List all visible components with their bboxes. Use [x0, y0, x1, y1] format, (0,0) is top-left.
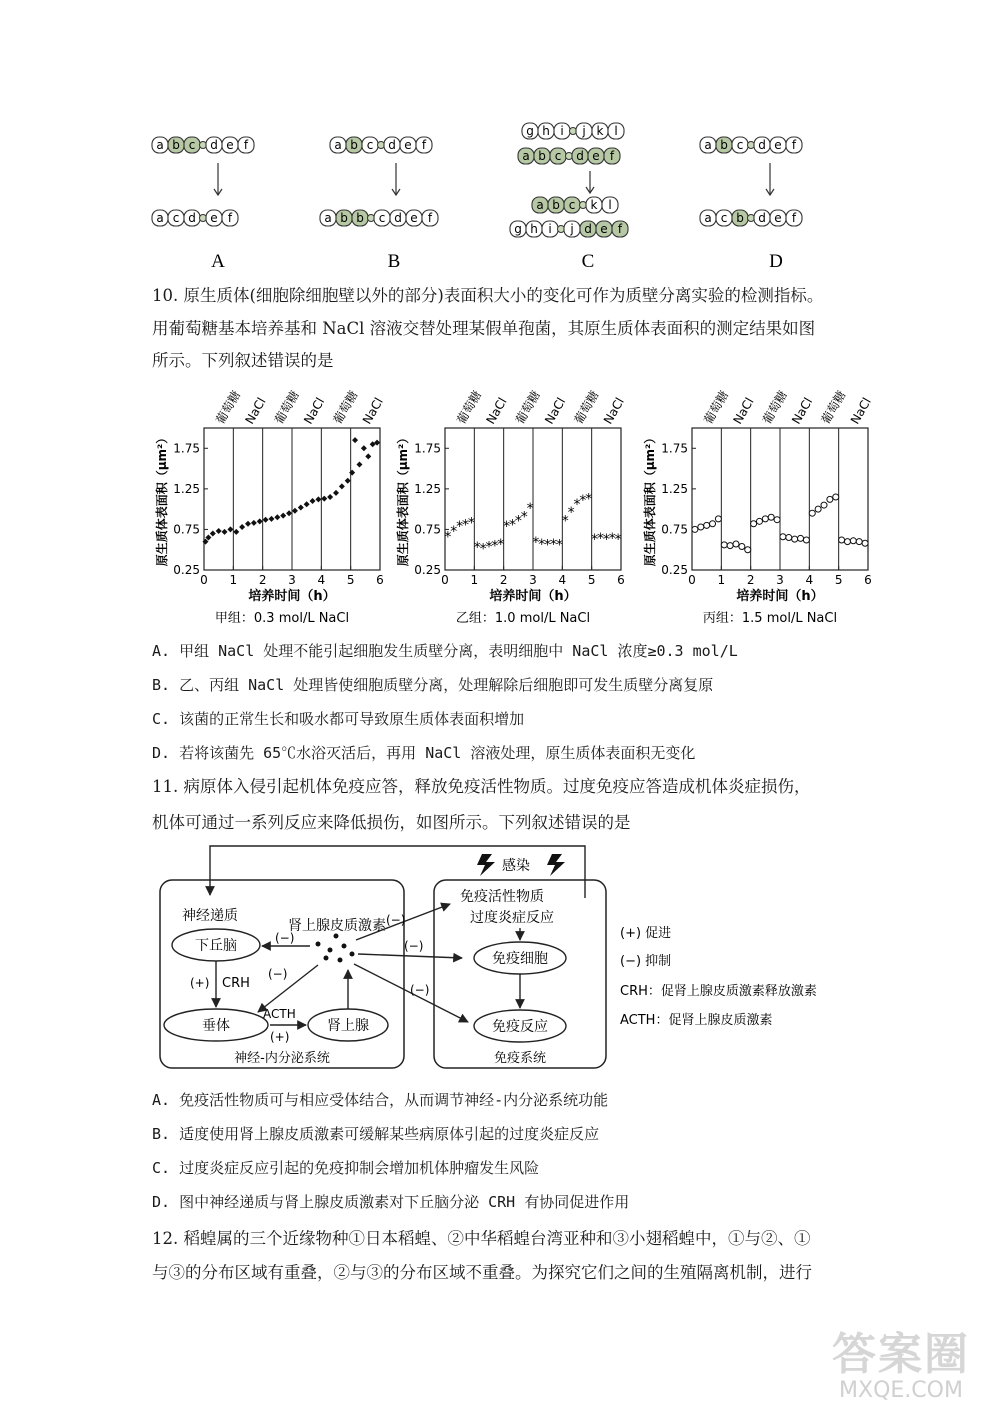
y-tick-label: 1.75	[173, 441, 200, 456]
x-tick-label: 2	[258, 573, 267, 587]
gene-label: d	[758, 211, 766, 225]
data-point	[827, 496, 833, 502]
phase-label: NaCl	[301, 395, 328, 427]
x-tick-label: 5	[834, 573, 843, 587]
gene-label: a	[156, 211, 164, 225]
data-point	[809, 510, 815, 516]
neurotransmitter-label: 神经递质	[182, 908, 238, 924]
data-point: *	[450, 523, 458, 540]
data-point	[321, 496, 327, 502]
data-point	[274, 514, 280, 520]
q10-option-b: B. 乙、丙组 NaCl 处理皆使细胞质壁分离，处理解除后细胞即可发生质壁分离复原	[152, 676, 714, 694]
gene-label: b	[538, 149, 546, 163]
phase-label: 葡萄糖	[330, 388, 361, 427]
y-axis-label: 原生质体表面积（μm²）	[643, 431, 657, 567]
data-point	[327, 494, 333, 500]
q10-line3: 所示。下列叙述错误的是	[152, 351, 334, 370]
hypo-minus-label: (−)	[275, 931, 295, 945]
data-point: *	[456, 518, 464, 535]
data-point	[286, 510, 292, 516]
gene-label: k	[596, 124, 604, 138]
gene-label: b	[172, 138, 180, 152]
chrom-d-changed	[700, 210, 802, 226]
gene-label: c	[188, 138, 196, 152]
gene-label: f	[421, 138, 427, 152]
resp-minus-label: (−)	[410, 983, 430, 997]
data-point	[751, 521, 757, 527]
x-tick-label: 3	[288, 573, 296, 587]
immune-cell-label: 免疫细胞	[492, 951, 548, 967]
data-point	[263, 517, 269, 523]
phase-label: NaCl	[542, 395, 569, 427]
data-point	[239, 524, 245, 530]
data-point: *	[497, 536, 505, 553]
y-tick-label: 0.75	[414, 522, 441, 537]
data-point	[227, 526, 233, 532]
gene-label: l	[608, 198, 612, 212]
gene-label: e	[600, 222, 608, 236]
x-tick-label: 5	[587, 573, 596, 587]
neuro-system-label: 神经-内分泌系统	[234, 1051, 330, 1066]
phase-label: NaCl	[789, 395, 816, 427]
data-point	[844, 539, 850, 545]
gene-label: h	[530, 222, 538, 236]
q10-option-c: C. 该菌的正常生长和吸水都可导致原生质体表面积增加	[152, 710, 525, 728]
x-tick-label: 4	[558, 573, 567, 587]
data-point	[745, 547, 751, 553]
data-point	[821, 502, 827, 508]
x-tick-label: 4	[317, 573, 326, 587]
pit-minus-label: (−)	[268, 967, 288, 981]
y-tick-label: 0.75	[173, 522, 200, 537]
legend-crh: CRH：促肾上腺皮质激素释放激素	[620, 984, 817, 999]
gene-label: a	[704, 211, 712, 225]
gene-label: f	[791, 138, 797, 152]
data-point: *	[579, 493, 587, 510]
data-point	[222, 529, 228, 535]
gene-label: e	[592, 149, 600, 163]
y-tick-label: 1.75	[661, 441, 688, 456]
data-point: *	[532, 535, 540, 552]
data-point: *	[608, 531, 616, 548]
y-tick-label: 0.25	[661, 563, 688, 577]
gene-label: e	[774, 138, 782, 152]
q11-line2: 机体可通过一系列反应来降低损伤，如图所示。下列叙述错误的是	[152, 813, 631, 832]
q12-line1: 12. 稻蝗属的三个近缘物种①日本稻蝗、②中华稻蝗台湾亚种和③小翅稻蝗中，①与②、①	[152, 1229, 811, 1248]
x-tick-label: 6	[376, 573, 384, 587]
data-point	[710, 521, 716, 527]
crh-plus-label: (+)	[190, 976, 210, 990]
data-point: *	[567, 505, 575, 522]
phase-label: 葡萄糖	[571, 388, 602, 427]
data-point	[756, 518, 762, 524]
x-tick-label: 3	[529, 573, 537, 587]
data-point: *	[614, 531, 622, 548]
phase-label: NaCl	[359, 395, 386, 427]
gene-label: b	[340, 211, 348, 225]
data-point	[850, 538, 856, 544]
y-tick-label: 1.25	[414, 481, 441, 496]
data-point	[251, 520, 257, 526]
gene-label: j	[570, 222, 574, 236]
hypothalamus-label: 下丘脑	[195, 938, 237, 954]
data-point	[333, 490, 339, 496]
x-axis-label: 培养时间（h）	[736, 589, 824, 604]
gene-label: c	[568, 198, 576, 212]
x-tick-label: 2	[499, 573, 508, 587]
gene-label: f	[617, 222, 623, 236]
gene-label: d	[188, 211, 196, 225]
x-tick-label: 0	[200, 573, 208, 587]
gene-label: b	[356, 211, 364, 225]
gene-label: b	[736, 211, 744, 225]
data-point	[310, 498, 316, 504]
q10-option-a: A. 甲组 NaCl 处理不能引起细胞发生质壁分离，表明细胞中 NaCl 浓度≥0.3 mol/L	[152, 642, 738, 660]
phase-label: 葡萄糖	[454, 388, 485, 427]
chrom-b-changed	[320, 210, 438, 226]
data-point	[698, 524, 704, 530]
phase-label: NaCl	[847, 395, 874, 427]
y-axis-label: 原生质体表面积（μm²）	[396, 431, 410, 567]
data-point	[339, 483, 345, 489]
option-label: A	[211, 251, 225, 272]
phase-label: 葡萄糖	[512, 388, 543, 427]
lightning-icon	[547, 854, 565, 876]
x-tick-label: 0	[441, 573, 449, 587]
chart-jia	[152, 380, 392, 630]
data-point	[780, 534, 786, 540]
gene-label: a	[536, 198, 544, 212]
legend-acth: ACTH：促肾上腺皮质激素	[620, 1013, 773, 1028]
x-tick-label: 2	[746, 573, 755, 587]
data-point: *	[444, 529, 452, 546]
chrom-c-changed-2	[510, 221, 628, 237]
x-tick-label: 6	[617, 573, 625, 587]
chrom-b-original	[330, 137, 432, 153]
data-point	[727, 543, 733, 549]
chrom-c-original-2	[518, 148, 620, 164]
q11-option-c: C. 过度炎症反应引起的免疫抑制会增加机体肿瘤发生风险	[152, 1159, 540, 1177]
gene-label: j	[582, 124, 586, 138]
x-axis-label: 培养时间（h）	[489, 589, 577, 604]
data-point	[245, 521, 251, 527]
gene-label: e	[210, 211, 218, 225]
data-point	[349, 470, 355, 476]
chart-bing	[640, 380, 880, 630]
x-tick-label: 1	[717, 573, 726, 587]
immune-substance-label: 免疫活性物质	[460, 889, 544, 905]
data-point: *	[485, 539, 493, 556]
gene-label: e	[404, 138, 412, 152]
data-point	[815, 506, 821, 512]
data-point	[803, 537, 809, 543]
gene-label: b	[720, 138, 728, 152]
gene-label: b	[350, 138, 358, 152]
data-point	[345, 478, 351, 484]
x-tick-label: 0	[688, 573, 696, 587]
data-point	[304, 501, 310, 507]
q11-option-b: B. 适度使用肾上腺皮质激素可缓解某些病原体引起的过度炎症反应	[152, 1125, 600, 1143]
immune-system-label: 免疫系统	[493, 1051, 547, 1066]
y-tick-label: 0.25	[173, 563, 200, 577]
option-label: D	[769, 251, 783, 272]
data-point	[786, 535, 792, 541]
watermark-main: 答案圈	[832, 1329, 970, 1380]
gene-label: c	[736, 138, 744, 152]
data-point	[792, 536, 798, 542]
data-point	[833, 494, 839, 500]
option-label: C	[581, 251, 595, 272]
data-point	[762, 516, 768, 522]
q11-line1: 11. 病原体入侵引起机体免疫应答，释放免疫活性物质。过度免疫应答造成机体炎症损伤，	[152, 777, 811, 796]
gene-label: a	[324, 211, 332, 225]
chromosome-figure	[140, 115, 860, 275]
phase-label: NaCl	[242, 395, 269, 427]
phase-label: NaCl	[600, 395, 627, 427]
data-point	[280, 513, 286, 519]
phase-label: NaCl	[730, 395, 757, 427]
data-point: *	[550, 536, 558, 553]
data-point	[839, 537, 845, 543]
chrom-d-original	[700, 137, 802, 153]
x-tick-label: 1	[470, 573, 479, 587]
immune-response-label: 免疫反应	[492, 1019, 548, 1035]
gene-label: i	[548, 222, 552, 236]
x-tick-label: 1	[229, 573, 238, 587]
data-point: *	[491, 538, 499, 555]
data-point	[721, 542, 727, 548]
data-point: *	[520, 509, 528, 526]
y-tick-label: 0.25	[414, 563, 441, 577]
data-point	[210, 530, 216, 536]
data-point: *	[544, 537, 552, 554]
q11-option-a: A. 免疫活性物质可与相应受体结合，从而调节神经-内分泌系统功能	[152, 1091, 609, 1109]
data-point: *	[473, 540, 481, 557]
crh-label: CRH	[222, 976, 250, 991]
y-tick-label: 1.25	[173, 481, 200, 496]
data-point: *	[596, 531, 604, 548]
chart-caption: 乙组：1.0 mol/L NaCl	[455, 611, 591, 626]
data-point	[298, 505, 304, 511]
q10-line1: 10. 原生质体(细胞除细胞壁以外的部分)表面积大小的变化可作为质壁分离实验的检测指标。	[152, 286, 824, 305]
gene-label: d	[584, 222, 592, 236]
data-point: *	[602, 531, 610, 548]
gene-label: f	[243, 138, 249, 152]
gene-label: d	[210, 138, 218, 152]
data-point	[692, 526, 698, 532]
gene-label: c	[378, 211, 386, 225]
y-tick-label: 0.75	[661, 522, 688, 537]
infection-label: 感染	[502, 858, 530, 874]
data-point	[365, 453, 371, 459]
gene-label: a	[334, 138, 342, 152]
gene-label: d	[758, 138, 766, 152]
data-point: *	[526, 501, 534, 518]
watermark	[832, 1318, 970, 1403]
data-point	[257, 518, 263, 524]
data-point	[739, 543, 745, 549]
pituitary-label: 垂体	[202, 1018, 230, 1034]
gene-label: g	[526, 124, 534, 138]
data-point	[704, 522, 710, 528]
gene-label: i	[560, 124, 564, 138]
x-tick-label: 5	[346, 573, 355, 587]
data-point: *	[538, 536, 546, 553]
data-point	[856, 539, 862, 545]
data-point	[862, 540, 868, 546]
q12-line2: 与③的分布区域有重叠，②与③的分布区域不重叠。为探究它们之间的生殖隔离机制，进行	[152, 1263, 812, 1282]
option-label: B	[387, 251, 401, 272]
chrom-c-changed-1	[532, 197, 618, 213]
gene-label: f	[791, 211, 797, 225]
x-tick-label: 6	[864, 573, 872, 587]
gene-label: f	[227, 211, 233, 225]
data-point: *	[514, 513, 522, 530]
gene-label: c	[554, 149, 562, 163]
legend-promote: (+) 促进	[620, 926, 672, 941]
phase-label: 葡萄糖	[271, 388, 302, 427]
gene-label: d	[394, 211, 402, 225]
phase-label: NaCl	[483, 395, 510, 427]
data-point	[216, 528, 222, 534]
gene-label: d	[576, 149, 584, 163]
immune-diagram	[150, 840, 870, 1080]
gene-label: e	[410, 211, 418, 225]
gene-label: g	[514, 222, 522, 236]
chart-caption: 丙组：1.5 mol/L NaCl	[702, 611, 838, 626]
chart-caption: 甲组：0.3 mol/L NaCl	[214, 611, 350, 626]
gene-label: f	[427, 211, 433, 225]
legend-inhibit: (−) 抑制	[620, 954, 672, 969]
gene-label: a	[522, 149, 530, 163]
chart-yi	[393, 380, 633, 630]
data-point: *	[573, 497, 581, 514]
data-point: *	[462, 517, 470, 534]
data-point	[352, 437, 358, 443]
data-point	[733, 541, 739, 547]
gene-label: e	[774, 211, 782, 225]
x-tick-label: 4	[805, 573, 814, 587]
phase-label: 葡萄糖	[213, 388, 244, 427]
gene-label: c	[366, 138, 374, 152]
data-point	[315, 496, 321, 502]
data-point: *	[585, 491, 593, 508]
gene-label: l	[614, 124, 618, 138]
data-point	[292, 508, 298, 514]
gene-label: e	[226, 138, 234, 152]
gene-label: c	[172, 211, 180, 225]
chrom-a-original	[152, 137, 254, 153]
inflam-minus-label: (−)	[386, 913, 406, 927]
data-point: *	[503, 518, 511, 535]
phase-label: 葡萄糖	[701, 388, 732, 427]
data-point: *	[591, 531, 599, 548]
y-tick-label: 1.75	[414, 441, 441, 456]
phase-label: 葡萄糖	[818, 388, 849, 427]
adrenal-label: 肾上腺	[327, 1018, 369, 1034]
gene-label: f	[609, 149, 615, 163]
data-point	[233, 529, 239, 535]
data-point: *	[561, 513, 569, 530]
data-point	[356, 462, 362, 468]
x-tick-label: 3	[776, 573, 784, 587]
gene-label: k	[590, 198, 598, 212]
data-point	[768, 514, 774, 520]
gene-label: a	[156, 138, 164, 152]
data-point: *	[555, 537, 563, 554]
data-point: *	[467, 515, 475, 532]
lightning-icon	[477, 854, 495, 876]
cell-minus-label: (−)	[404, 939, 424, 953]
cortical-hormone-label: 肾上腺皮质激素	[288, 918, 386, 934]
chrom-a-changed	[152, 210, 238, 226]
data-point	[715, 516, 721, 522]
data-point	[798, 535, 804, 541]
phase-label: 葡萄糖	[759, 388, 790, 427]
q10-option-d: D. 若将该菌先 65℃水浴灭活后，再用 NaCl 溶液处理，原生质体表面积无变化	[152, 744, 696, 762]
acth-plus-label: (+)	[270, 1030, 290, 1044]
data-point	[774, 517, 780, 523]
gene-label: c	[720, 211, 728, 225]
q11-option-d: D. 图中神经递质与肾上腺皮质激素对下丘脑分泌 CRH 有协同促进作用	[152, 1193, 630, 1211]
gene-label: d	[388, 138, 396, 152]
inflammation-label: 过度炎症反应	[470, 910, 554, 926]
y-axis-label: 原生质体表面积（μm²）	[155, 431, 169, 567]
watermark-sub: MXQE.COM	[839, 1378, 963, 1403]
data-point: *	[479, 541, 487, 558]
hormone-dots	[316, 934, 355, 963]
y-tick-label: 1.25	[661, 481, 688, 496]
data-point: *	[508, 517, 516, 534]
data-point	[361, 445, 367, 451]
gene-label: b	[552, 198, 560, 212]
x-axis-label: 培养时间（h）	[248, 589, 336, 604]
q10-line2: 用葡萄糖基本培养基和 NaCl 溶液交替处理某假单孢菌，其原生质体表面积的测定结果如图	[152, 319, 816, 338]
acth-label: ACTH	[263, 1007, 296, 1021]
gene-label: a	[704, 138, 712, 152]
gene-label: h	[542, 124, 550, 138]
data-point	[268, 516, 274, 522]
chrom-c-original-1	[522, 123, 624, 139]
